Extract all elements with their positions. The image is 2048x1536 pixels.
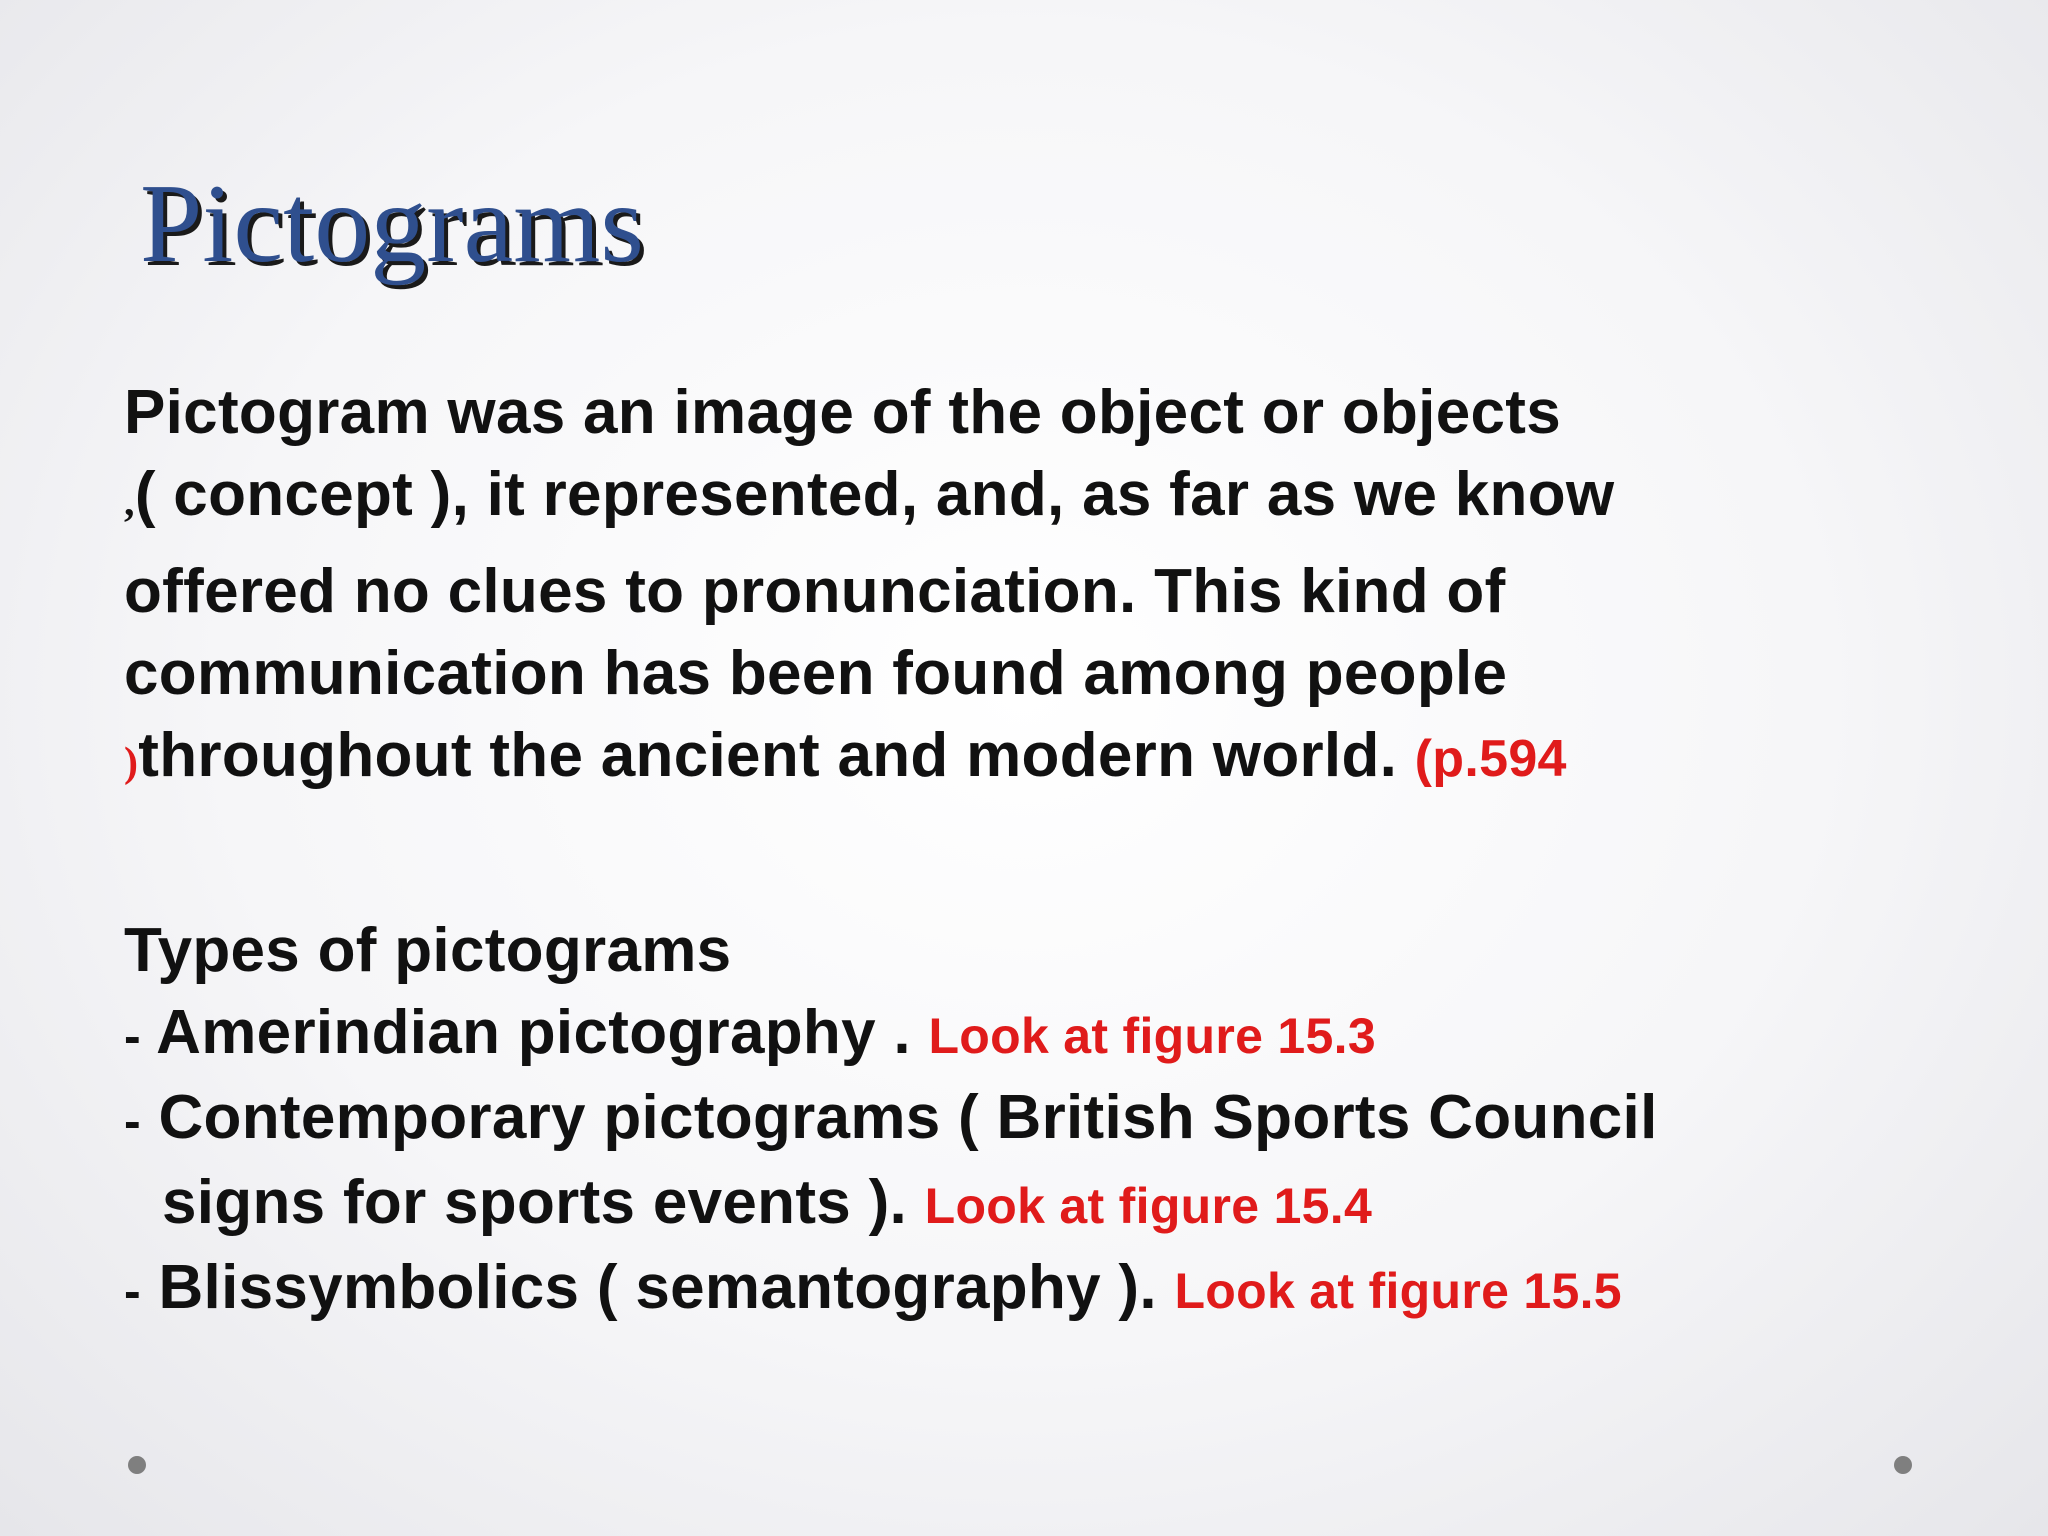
paragraph-line-text: ( concept ), it represented, and, as far as we know bbox=[134, 460, 1615, 529]
dash-bullet: - bbox=[124, 1008, 141, 1064]
decorative-dot-icon bbox=[1894, 1456, 1912, 1474]
dash-bullet: - bbox=[124, 1263, 141, 1319]
paragraph-line: offered no clues to pronunciation. This kind of bbox=[124, 557, 1506, 626]
types-list bbox=[124, 910, 1954, 1332]
comma-mark: , bbox=[124, 479, 135, 525]
list-item-continuation bbox=[124, 1162, 1954, 1247]
list-item-text: Blissymbolics ( semantography ). bbox=[140, 1253, 1175, 1322]
figure-reference: Look at figure 15.5 bbox=[1174, 1263, 1622, 1319]
figure-reference: Look at figure 15.3 bbox=[928, 1008, 1376, 1064]
decorative-dot-icon bbox=[128, 1456, 146, 1474]
list-item-text: Contemporary pictograms ( British Sports Council bbox=[140, 1083, 1658, 1152]
parenthesis-mark: ) bbox=[124, 740, 139, 786]
list-item-text: Amerindian pictography . bbox=[140, 998, 929, 1067]
paragraph-line bbox=[124, 454, 1954, 543]
list-item bbox=[124, 1247, 1954, 1332]
dash-bullet: - bbox=[124, 1093, 141, 1149]
paragraph-line: Pictogram was an image of the object or objects bbox=[124, 378, 1561, 447]
types-heading: Types of pictograms bbox=[124, 916, 732, 985]
definition-paragraph bbox=[124, 372, 1954, 804]
paragraph-line bbox=[124, 715, 1954, 804]
slide-title: Pictograms bbox=[140, 162, 644, 286]
paragraph-line: communication has been found among people bbox=[124, 639, 1508, 708]
paragraph-line-text: throughout the ancient and modern world. bbox=[138, 721, 1398, 790]
figure-reference: Look at figure 15.4 bbox=[924, 1178, 1373, 1234]
list-item-text: signs for sports events ). bbox=[162, 1168, 925, 1237]
page-reference: (p.594 bbox=[1414, 730, 1567, 788]
list-item bbox=[124, 1077, 1954, 1162]
list-item bbox=[124, 992, 1954, 1077]
